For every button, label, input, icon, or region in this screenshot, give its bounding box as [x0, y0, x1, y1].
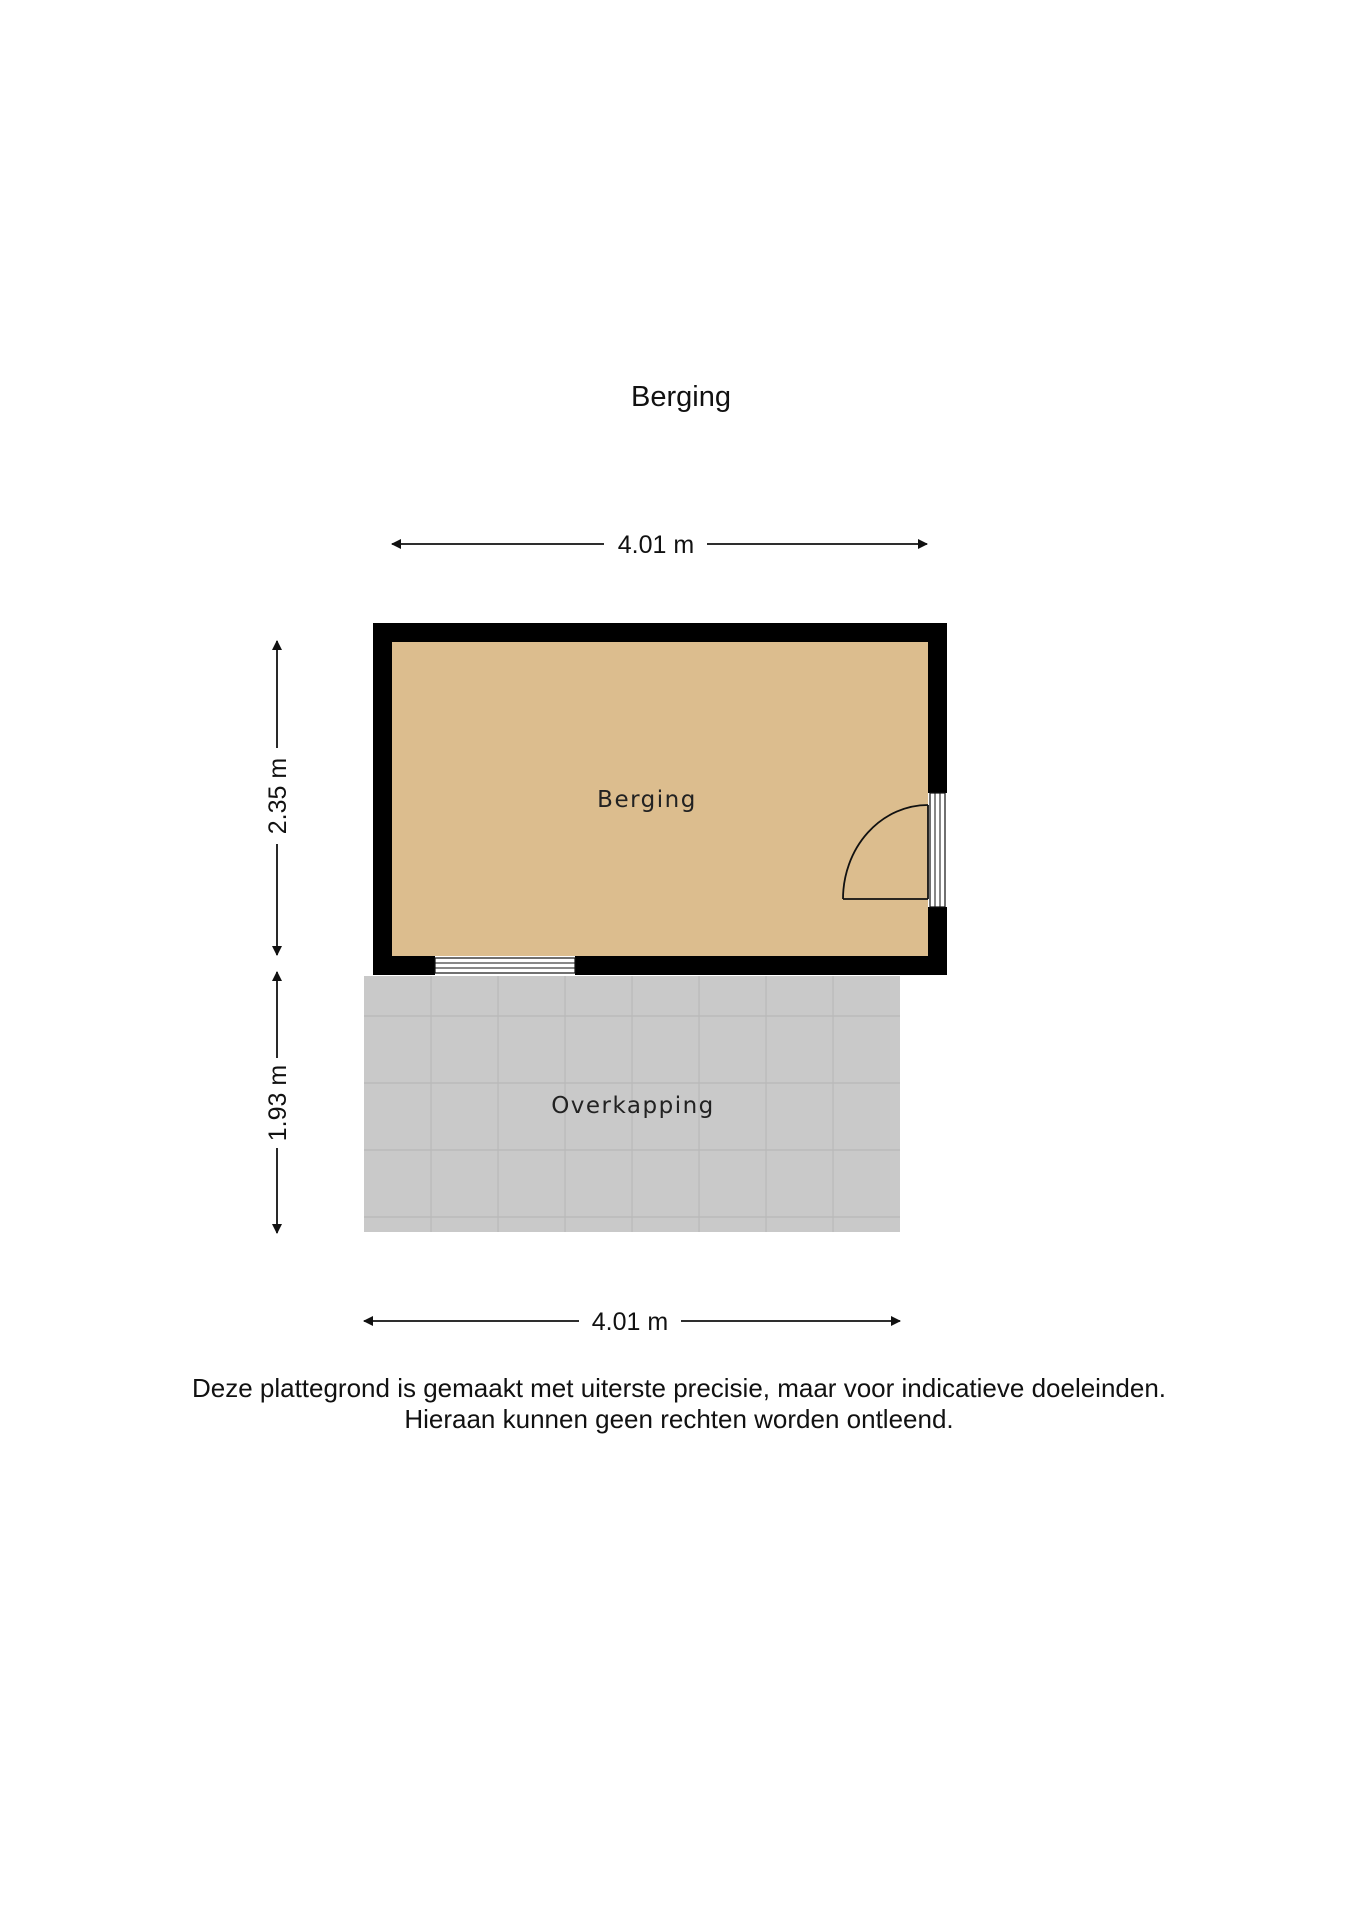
- wall-right-top: [928, 623, 947, 793]
- wall-bottom-left: [373, 956, 435, 975]
- disclaimer-line-1: Deze plattegrond is gemaakt met uiterste precisie, maar voor indicatieve doeleinden.: [191, 1373, 1167, 1403]
- plan-title: Berging: [631, 381, 731, 413]
- storage-room-label: Berging: [597, 787, 697, 813]
- wall-left: [373, 623, 392, 975]
- bottom-dimension-label: 4.01 m: [591, 1308, 669, 1336]
- right-door-frame: [930, 793, 945, 907]
- top-dimension: [392, 531, 927, 559]
- wall-bottom-right: [575, 956, 947, 975]
- bottom-window: [435, 958, 575, 973]
- left-dimension-room-label: 2.35 m: [264, 757, 292, 835]
- bottom-dimension: [364, 1308, 900, 1336]
- wall-right-bottom: [928, 907, 947, 975]
- disclaimer-line-2: Hieraan kunnen geen rechten worden ontleend.: [404, 1404, 954, 1434]
- canopy-label: Overkapping: [551, 1093, 715, 1119]
- left-dimension-canopy-label: 1.93 m: [264, 1064, 292, 1142]
- wall-top: [373, 623, 947, 642]
- disclaimer: [0, 1373, 1358, 1435]
- canopy-area: [364, 976, 900, 1232]
- storage-room: [392, 642, 928, 956]
- left-dimension-room: [264, 641, 292, 955]
- left-dimension-canopy: [264, 972, 292, 1233]
- top-dimension-label: 4.01 m: [617, 531, 695, 559]
